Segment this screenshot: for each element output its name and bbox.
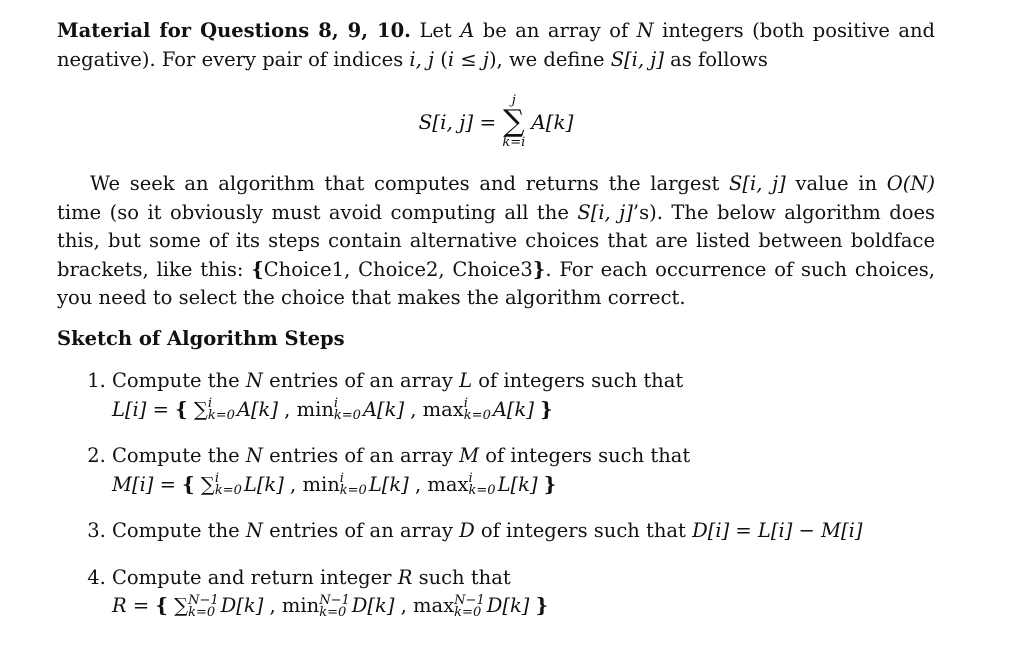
step-2-formula: M[i] = { ∑ i k=0 L[k] , min i k=0 L[k] , max i k=0 L[k] } [112,471,557,498]
sketch-heading: Sketch of Algorithm Steps [57,326,345,350]
summation-symbol: j ∑ k=i [502,93,526,150]
intro-paragraph: Material for Questions 8, 9, 10. Let A be an array of N integers (both positive and negative). For every pair of indices i, j (i ≤ j), we define S[i, j] as follows [57,19,935,71]
description-paragraph: We seek an algorithm that computes and returns the largest S[i, j] value in O(N) time (so it obviously must avoid computing all the S[i, j]’s). The below algorithm does this, but some of its steps contain alternative choices that are listed between boldface brackets, like this: {Choice1, Choice2, Choice3}. For each occurrence of such choices, you need to select the choice that makes the algorithm correct. [57,172,936,309]
algorithm-steps-list [57,367,935,621]
step-1-formula: L[i] = { ∑ i k=0 A[k] , min i k=0 A[k] , max i k=0 A[k] } [112,396,553,423]
formula-rhs: A[k] [531,109,574,134]
step-3: 3. Compute the N entries of an array D of integers such that D[i] = L[i] − M[i] [112,517,935,546]
sum-definition-formula [57,94,935,158]
formula-lhs: S[i, j] = [418,109,497,134]
step-1: 1. Compute the N entries of an array L of integers such that L[i] = { ∑ i k=0 A[k] , min i k=0 A[k] , max i k=0 A[k] } [112,367,935,424]
document-page [57,17,935,639]
step-4-formula: R = { ∑ N−1 k=0 D[k] , min N−1 k=0 D[k] , max N−1 k=0 D[k] } [112,592,549,620]
material-heading: Material for Questions 8, 9, 10. [57,19,411,42]
step-3-formula: D[i] = L[i] − M[i] [692,519,863,542]
choice-example: Choice1, Choice2, Choice3 [263,257,533,281]
step-4: 4. Compute and return integer R such that R = { ∑ N−1 k=0 D[k] , min N−1 k=0 D[k] , max N−1 k=0 D[k] } [112,564,935,621]
step-2: 2. Compute the N entries of an array M of integers such that M[i] = { ∑ i k=0 L[k] , min i k=0 L[k] , max i k=0 L[k] } [112,442,935,499]
